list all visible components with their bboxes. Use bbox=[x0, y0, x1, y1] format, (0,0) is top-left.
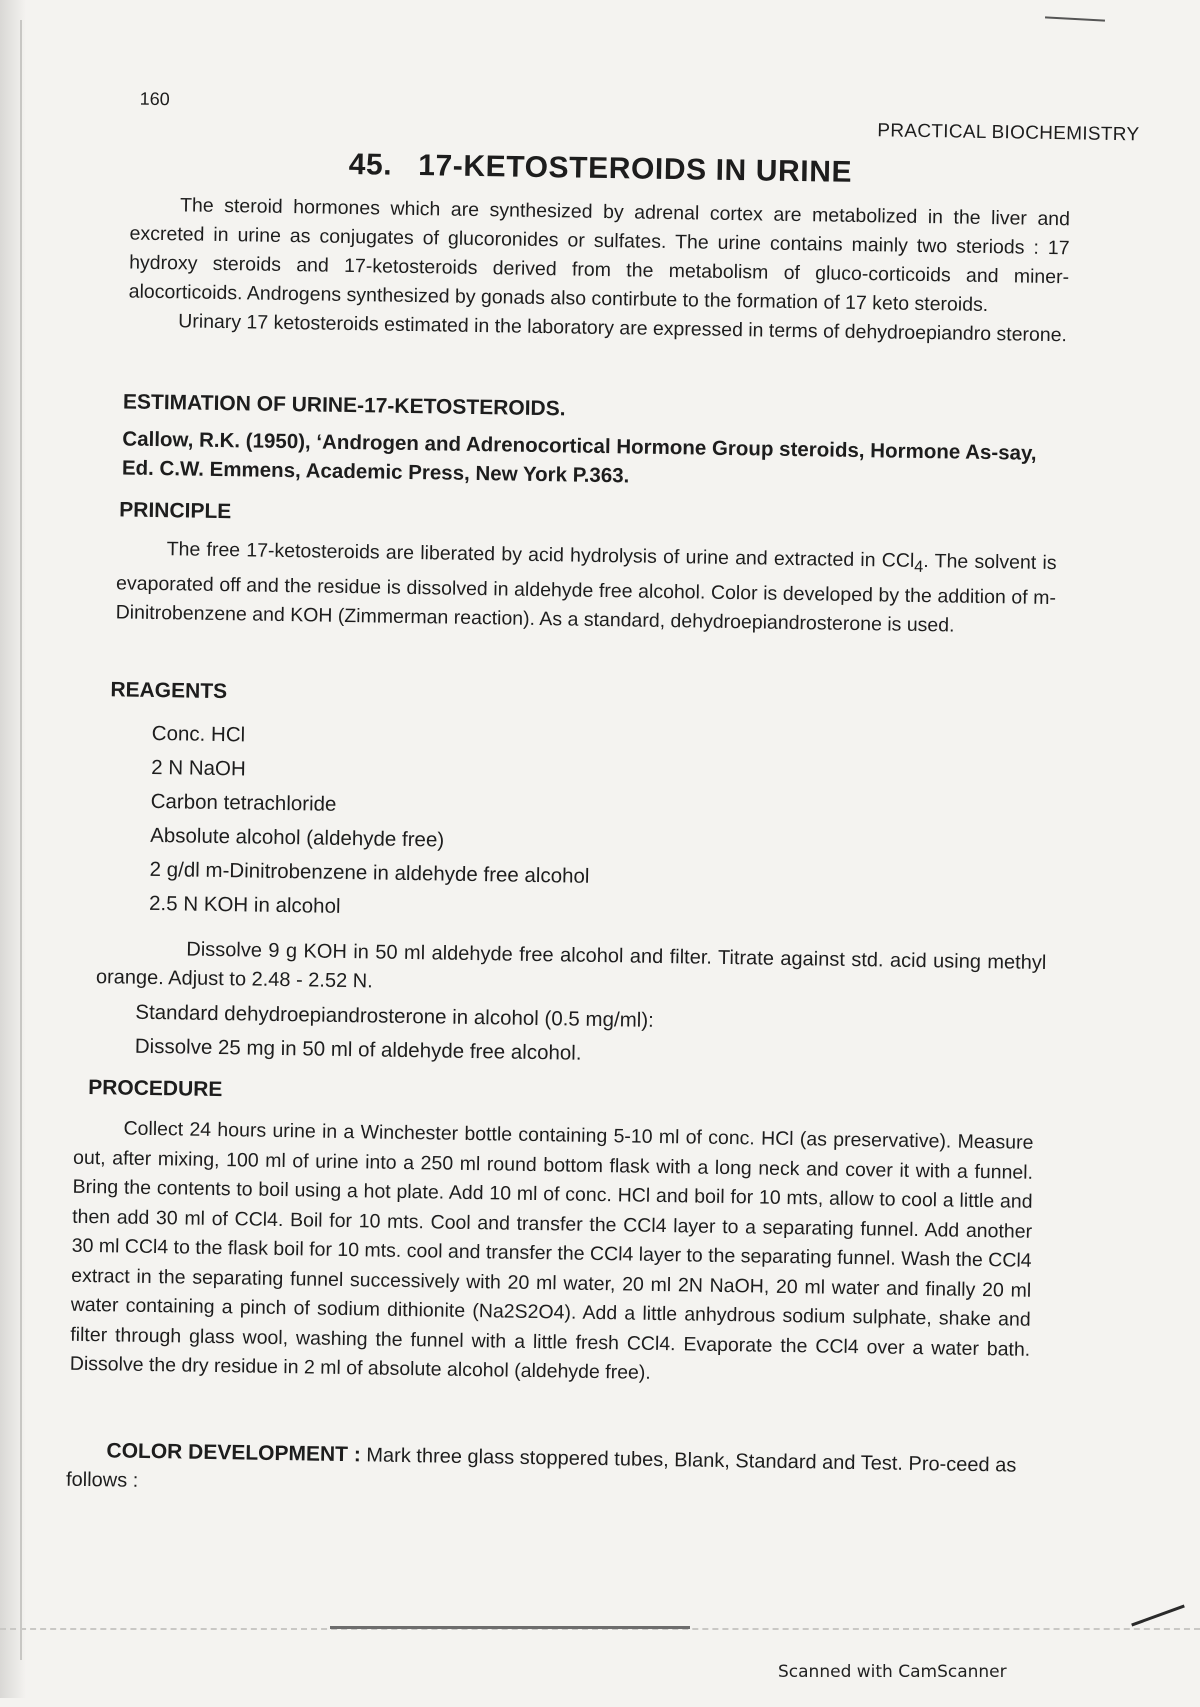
reagent-item: Absolute alcohol (aldehyde free) bbox=[149, 823, 445, 852]
reagents-heading: REAGENTS bbox=[110, 678, 228, 704]
color-development-heading: COLOR DEVELOPMENT : bbox=[106, 1439, 361, 1467]
reagent-item: 2.5 N KOH in alcohol bbox=[148, 891, 341, 918]
reagent-list bbox=[149, 717, 592, 928]
chapter-number: 45. bbox=[348, 147, 393, 182]
reagent-item: Conc. HCl bbox=[151, 721, 246, 747]
reference-citation: Callow, R.K. (1950), ‘Androgen and Adrenocortical Hormone Group steroids, Hormone As-say, Ed. C.W. Emmens, Academic Press, New York P.363. bbox=[121, 427, 1037, 488]
estimation-heading: ESTIMATION OF URINE-17-KETOSTEROIDS. bbox=[122, 390, 566, 421]
subscript: 4 bbox=[914, 557, 924, 576]
intro-section bbox=[128, 191, 1070, 351]
principle-text: . The solvent is evaporated off and the residue is dissolved in aldehyde free alcohol. Color is developed by the addition of m-Dinitrobenzene and KOH (Zimmerman reaction). As a standard, dehydroepiandrosterone is used. bbox=[115, 550, 1057, 637]
page-bottom-rule-dark bbox=[330, 1626, 690, 1629]
scanner-watermark: Scanned with CamScanner bbox=[778, 1662, 1007, 1682]
procedure-heading: PROCEDURE bbox=[88, 1075, 223, 1102]
principle-heading: PRINCIPLE bbox=[119, 498, 232, 524]
color-development-paragraph bbox=[66, 1436, 1027, 1510]
standard-label: Standard dehydroepiandrosterone in alcohol (0.5 mg/ml): bbox=[135, 1000, 655, 1032]
running-head: PRACTICAL BIOCHEMISTRY bbox=[877, 120, 1140, 146]
reagent-item: Carbon tetrachloride bbox=[150, 789, 337, 816]
chapter-title-text: 17-KETOSTEROIDS IN URINE bbox=[417, 149, 853, 189]
color-development-text: Mark three glass stoppered tubes, Blank, Standard and Test. Pro-ceed as follows : bbox=[65, 1444, 1017, 1492]
koh-preparation-note: Dissolve 9 g KOH in 50 ml aldehyde free alcohol and filter. Titrate against std. acid using methyl orange. Adjust to 2.48 - 2.52 N. bbox=[95, 938, 1047, 993]
intro-paragraph: Urinary 17 ketosteroids estimated in the laboratory are expressed in terms of dehydroepiandro sterone. bbox=[178, 310, 1068, 347]
page-number: 160 bbox=[139, 88, 170, 110]
reagent-item: 2 N NaOH bbox=[151, 755, 246, 781]
intro-paragraph: The steroid hormones which are synthesized by adrenal cortex are metabolized in the liver and excreted in urine as conjugates of glucoronides or sulfates. The urine contains mainly two steriods : 17 hydroxy steroids and 17-ketosteroids derived from the metabolism of gluco-corticoids and miner-alocorticoids. Androgens synthesized by gonads also contirbute to the formation of 17 keto steroids. bbox=[128, 194, 1071, 317]
standard-preparation: Dissolve 25 mg in 50 ml of aldehyde free alcohol. bbox=[134, 1034, 582, 1065]
procedure-paragraph: Collect 24 hours urine in a Winchester bottle containing 5-10 ml of conc. HCl (as preservative). Measure out, after mixing, 100 ml of urine into a 250 ml round bottom flask with a long neck and cover it with a funnel. Bring the contents to boil using a hot plate. Add 10 ml of conc. HCl and boil for 10 mts, allow to cool a little and then add 30 ml of CCl4. Boil for 10 mts. Cool and transfer the CCl4 layer to a separating funnel. Add another 30 ml CCl4 to the flask boil for 10 mts. cool and transfer the CCl4 layer to the separating funnel. Wash the CCl4 extract in the separating funnel successively with 20 ml water, 20 ml 2N NaOH, 20 ml water and finally 20 ml water containing a pinch of sodium dithionite (Na2S2O4). Add a little anhydrous sodium sulphate, shake and filter through glass wool, washing the funnel with a little fresh CCl4. Evaporate the CCl4 over a water bath. Dissolve the dry residue in 2 ml of absolute alcohol (aldehyde free). bbox=[69, 1117, 1034, 1384]
reagent-item: 2 g/dl m-Dinitrobenzene in aldehyde free alcohol bbox=[149, 857, 590, 888]
principle-text: The free 17-ketosteroids are liberated by acid hydrolysis of urine and extracted in CCl bbox=[166, 538, 915, 572]
chapter-title bbox=[348, 148, 852, 190]
principle-paragraph bbox=[115, 534, 1056, 642]
